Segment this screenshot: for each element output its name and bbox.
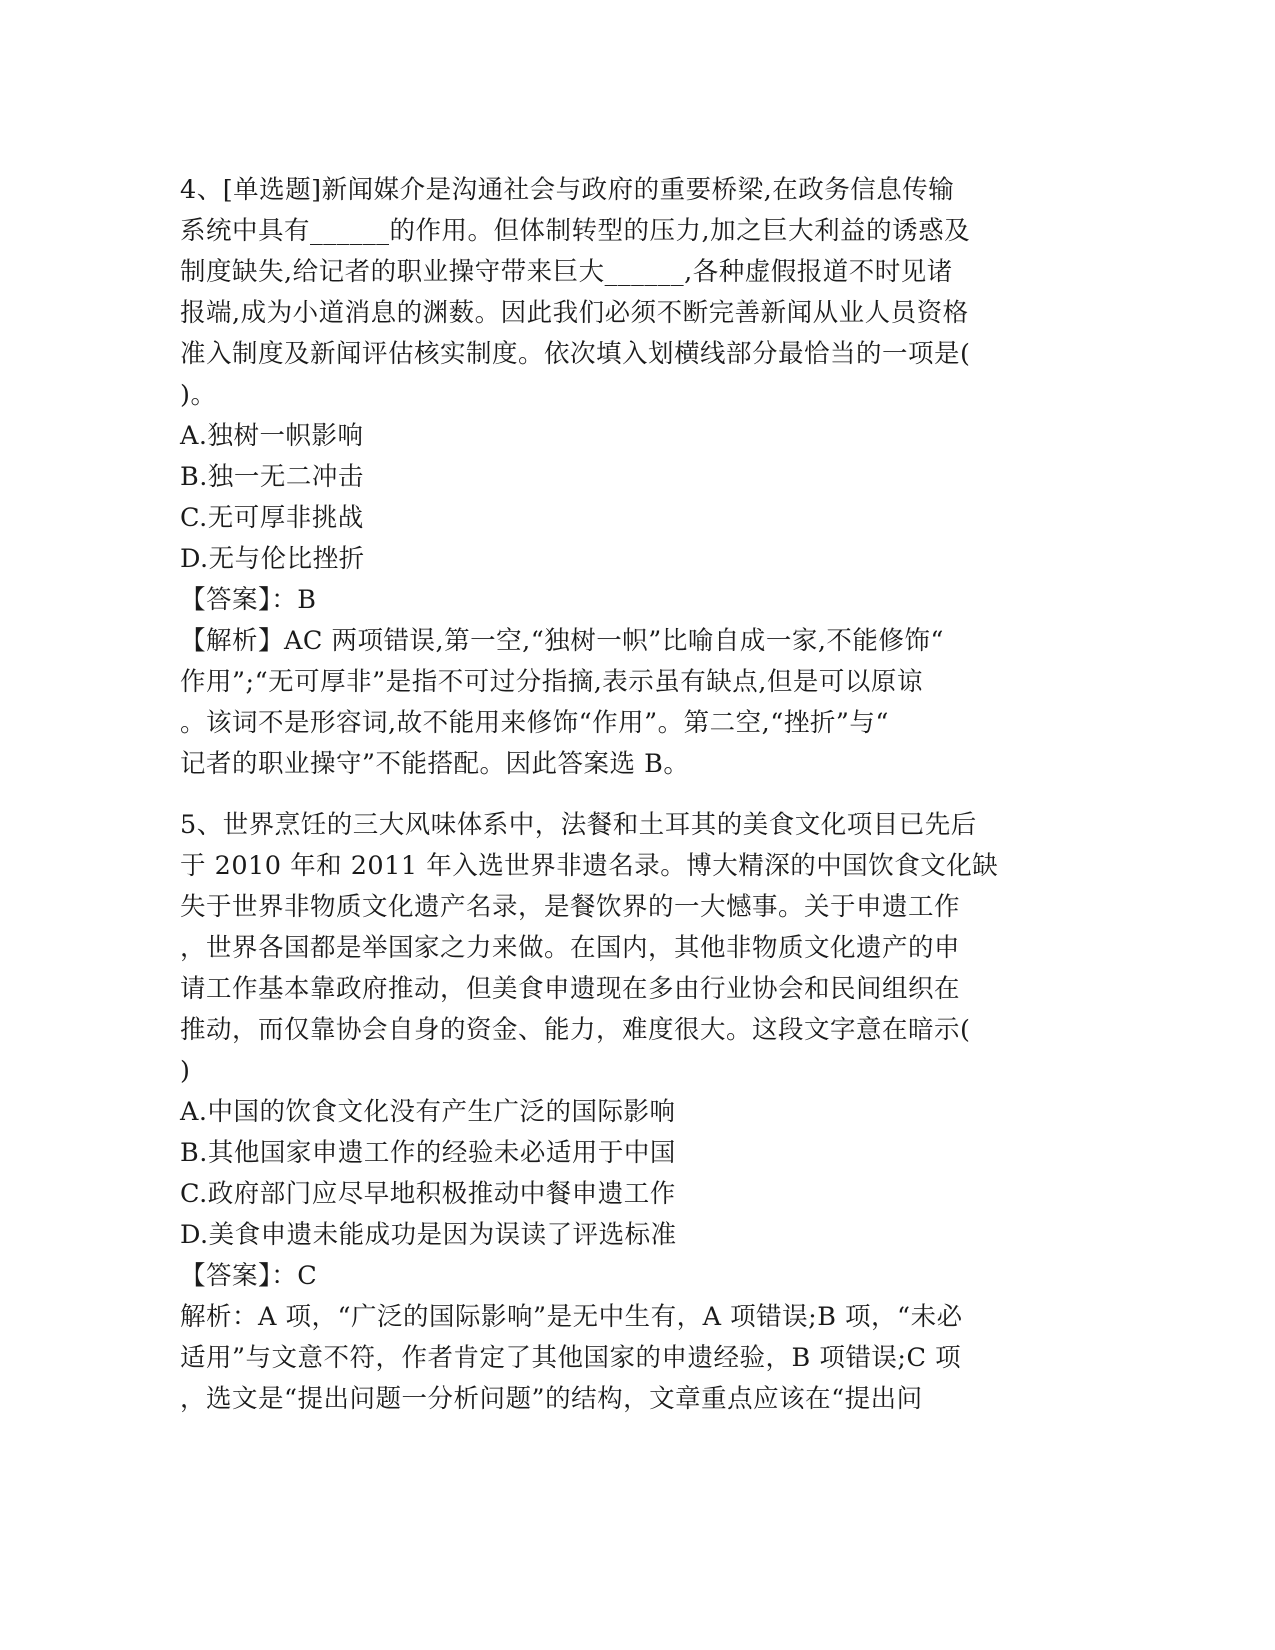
question-text-line: 系统中具有______的作用。但体制转型的压力,加之巨大利益的诱惑及 — [180, 216, 971, 246]
question-text-line: 5、世界烹饪的三大风味体系中，法餐和土耳其的美食文化项目已先后 — [180, 810, 977, 840]
question-text-line: 失于世界非物质文化遗产名录，是餐饮界的一大憾事。关于申遗工作 — [180, 892, 961, 922]
option-b: B.独一无二冲击 — [180, 462, 364, 492]
option-d: D.无与伦比挫折 — [180, 544, 365, 574]
analysis-line: 【解析】AC 两项错误,第一空,“独树一帜”比喻自成一家,不能修饰“ — [180, 626, 944, 656]
question-text-line: ) — [180, 1056, 191, 1086]
question-text-line: )。 — [180, 380, 217, 410]
question-text-line: 于 2010 年和 2011 年入选世界非遗名录。博大精深的中国饮食文化缺 — [180, 851, 999, 881]
option-d: D.美食申遗未能成功是因为误读了评选标准 — [180, 1220, 677, 1250]
option-c: C.政府部门应尽早地积极推动中餐申遗工作 — [180, 1179, 676, 1209]
option-a: A.独树一帜影响 — [180, 421, 364, 451]
question-text-line: 请工作基本靠政府推动，但美食申遗现在多由行业协会和民间组织在 — [180, 974, 961, 1004]
analysis-line: 记者的职业操守”不能搭配。因此答案选 B。 — [180, 749, 690, 779]
analysis-line: ，选文是“提出问题一分析问题”的结构，文章重点应该在“提出问 — [180, 1384, 923, 1414]
question-text-line: 制度缺失,给记者的职业操守带来巨大______,各种虚假报道不时见诸 — [180, 257, 953, 287]
analysis-line: 。该词不是形容词,故不能用来修饰“作用”。第二空,“挫折”与“ — [180, 708, 889, 738]
option-a: A.中国的饮食文化没有产生广泛的国际影响 — [180, 1097, 676, 1127]
answer-line: 【答案】：B — [180, 585, 317, 615]
analysis-line: 解析：A 项，“广泛的国际影响”是无中生有，A 项错误;B 项，“未必 — [180, 1302, 963, 1332]
question-text-line: 准入制度及新闻评估核实制度。依次填入划横线部分最恰当的一项是( — [180, 339, 971, 369]
question-text-line: 报端,成为小道消息的渊薮。因此我们必须不断完善新闻从业人员资格 — [180, 298, 969, 328]
question-text-line: 4、[单选题]新闻媒介是沟通社会与政府的重要桥梁,在政务信息传输 — [180, 175, 955, 205]
analysis-line: 作用”;“无可厚非”是指不可过分指摘,表示虽有缺点,但是可以原谅 — [180, 667, 923, 697]
option-c: C.无可厚非挑战 — [180, 503, 364, 533]
answer-line: 【答案】：C — [180, 1261, 318, 1291]
question-text-line: 推动，而仅靠协会自身的资金、能力，难度很大。这段文字意在暗示( — [180, 1015, 971, 1045]
analysis-line: 适用”与文意不符，作者肯定了其他国家的申遗经验，B 项错误;C 项 — [180, 1343, 962, 1373]
option-b: B.其他国家申遗工作的经验未必适用于中国 — [180, 1138, 676, 1168]
question-text-line: ，世界各国都是举国家之力来做。在国内，其他非物质文化遗产的申 — [180, 933, 961, 963]
